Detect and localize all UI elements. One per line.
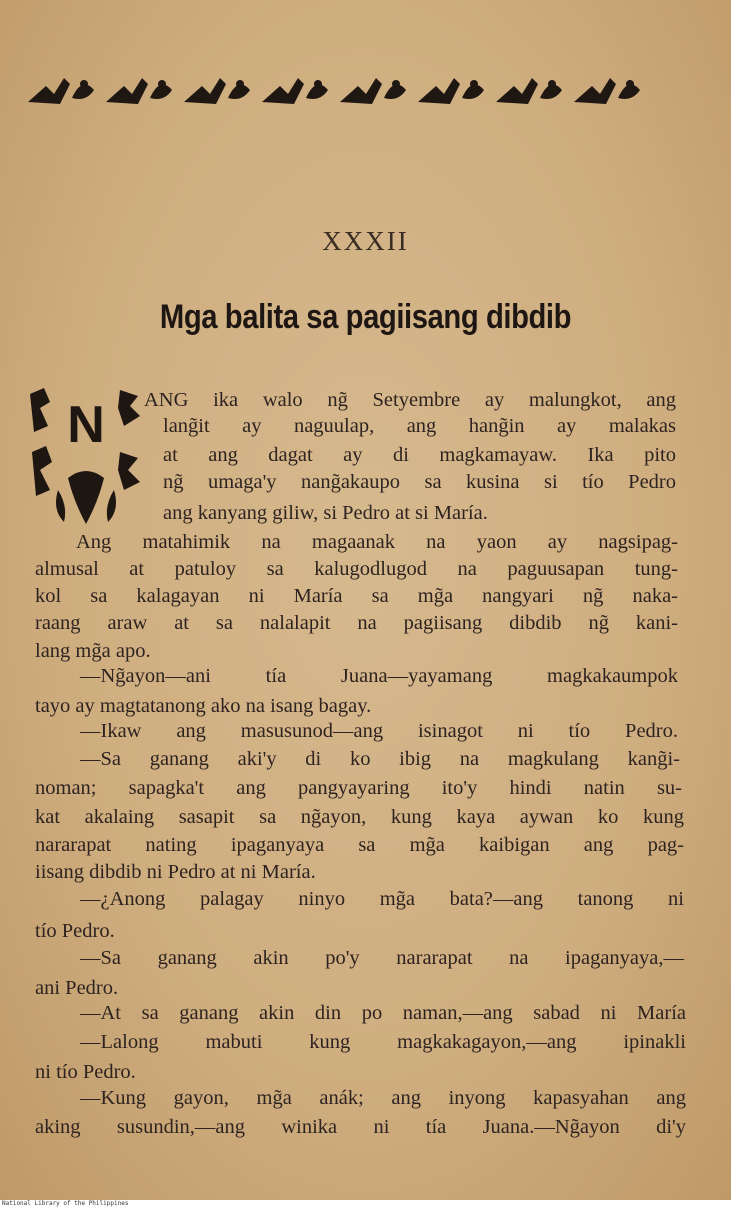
text-line: —Ikaw ang masusunod—ang isinagot ni tío Pedro. (80, 720, 678, 742)
text-line: kat akalaing sasapit sa ng̃ayon, kung kaya aywan ko kung (35, 806, 684, 828)
footer-credit: National Library of the Philippines (0, 1200, 731, 1208)
text-line: lang mg̃a apo. (35, 640, 151, 662)
text-line: Ang matahimik na magaanak na yaon ay nagsipag- (76, 531, 678, 553)
text-line: —¿Anong palagay ninyo mg̃a bata?—ang tanong ni (80, 888, 684, 910)
decorative-header-ornament (24, 64, 674, 114)
text-line: iisang dibdib ni Pedro at ni María. (35, 861, 316, 883)
text-line: noman; sapagka't ang pangyayaring ito'y hindi natin su- (35, 777, 682, 799)
text-line: —Kung gayon, mg̃a anák; ang inyong kapasyahan ang (80, 1087, 686, 1109)
text-line: —Lalong mabuti kung magkakagayon,—ang ipinakli (80, 1031, 686, 1053)
ornamental-drop-cap (28, 386, 146, 528)
text-line: ang kanyang giliw, si Pedro at si María. (163, 502, 488, 524)
text-line: —Sa ganang aki'y di ko ibig na magkulang kang̃i- (80, 748, 680, 770)
text-line: ANG ika walo ng̃ Setyembre ay malungkot, ang (144, 389, 676, 411)
text-line: lang̃it ay naguulap, ang hang̃in ay malakas (163, 415, 676, 437)
text-line: ng̃ umaga'y nang̃akaupo sa kusina si tío Pedro (163, 471, 676, 493)
text-line: —Sa ganang akin po'y nararapat na ipaganyaya,— (80, 947, 684, 969)
text-line: almusal at patuloy sa kalugodlugod na paguusapan tung- (35, 558, 678, 580)
chapter-number: XXXII (322, 226, 409, 256)
text-line: aking susundin,—ang winika ni tía Juana.—Ng̃ayon di'y (35, 1116, 686, 1138)
drop-cap-letter: N (67, 396, 105, 454)
text-line: —Ng̃ayon—ani tía Juana—yayamang magkakaumpok (80, 665, 678, 687)
text-line: —At sa ganang akin din po naman,—ang sabad ni María (80, 1002, 686, 1024)
text-line: tayo ay magtatanong ako na isang bagay. (35, 695, 372, 717)
text-line: kol sa kalagayan ni María sa mg̃a nangyari ng̃ naka- (35, 585, 678, 607)
text-line: nararapat nating ipaganyaya sa mg̃a kaibigan ang pag- (35, 834, 684, 856)
chapter-title: Mga balita sa pagiisang dibdib (159, 298, 572, 336)
text-line: ani Pedro. (35, 977, 119, 999)
text-line: at ang dagat ay di magkamayaw. Ika pito (163, 444, 676, 466)
text-line: raang araw at sa nalalapit na pagiisang dibdib ng̃ kani- (35, 612, 678, 634)
text-line: ni tío Pedro. (35, 1061, 136, 1083)
text-line: tío Pedro. (35, 920, 115, 942)
